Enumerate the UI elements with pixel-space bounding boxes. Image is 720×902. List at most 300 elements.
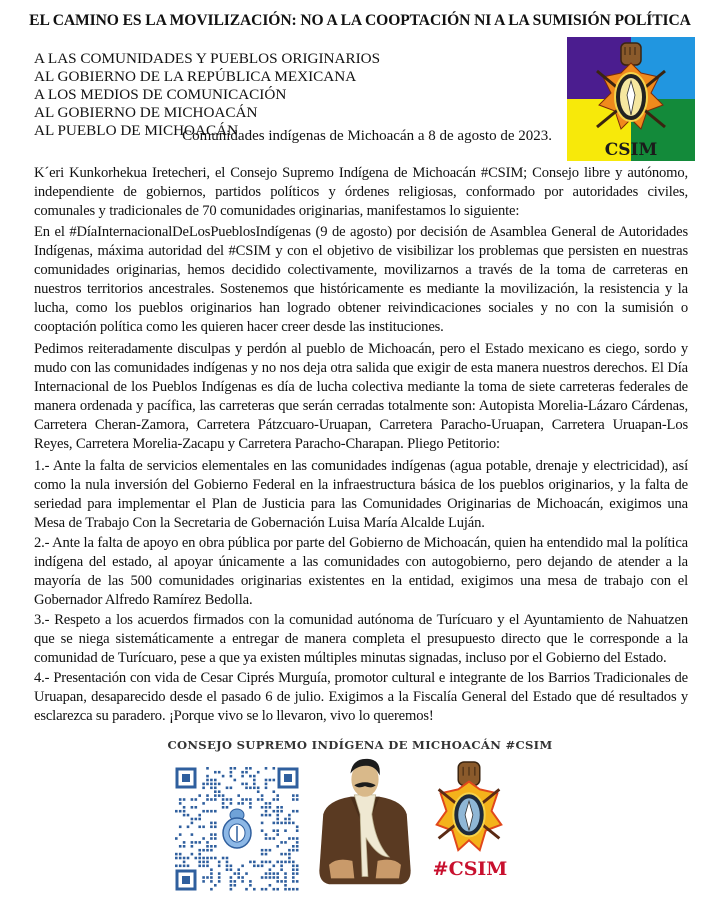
qr-module: [253, 779, 256, 782]
dateline: Comunidades indígenas de Michoacán a 8 de agosto de 2023.: [182, 128, 552, 144]
qr-module: [249, 880, 252, 883]
qr-module: [253, 888, 256, 891]
qr-module: [214, 790, 217, 793]
qr-module: [179, 857, 182, 860]
qr-module: [210, 826, 213, 829]
qr-module: [288, 888, 291, 891]
qr-module: [179, 826, 182, 829]
addressee-line: A LAS COMUNIDADES Y PUEBLOS ORIGINARIOS: [34, 50, 381, 67]
qr-module: [273, 876, 276, 879]
qr-module: [218, 794, 221, 797]
qr-module: [210, 849, 213, 852]
qr-module: [206, 810, 209, 813]
qr-module: [222, 857, 225, 860]
qr-module: [179, 798, 182, 801]
qr-module: [296, 845, 299, 848]
qr-module: [226, 806, 229, 809]
qr-module: [265, 810, 268, 813]
qr-module: [218, 771, 221, 774]
qr-module: [276, 888, 279, 891]
qr-module: [210, 798, 213, 801]
qr-module: [183, 810, 186, 813]
qr-module: [206, 775, 209, 778]
qr-module: [183, 841, 186, 844]
qr-module: [269, 837, 272, 840]
qr-module: [253, 865, 256, 868]
qr-module: [218, 861, 221, 864]
qr-module: [198, 861, 201, 864]
qr-module: [191, 822, 194, 825]
qr-module: [222, 806, 225, 809]
qr-module: [273, 810, 276, 813]
qr-module: [191, 806, 194, 809]
petition-item: 1.- Ante la falta de servicios elementales en las comunidades indígenas (agua potable, drenaje y electricidad), así como la nula inversión del Gobierno Federal en la infraestructura básica de los pueblos originarios, y la falta de seriedad para implementar el Plan de Justicia para las Comunidades Originarias de Michoacán, exigimos una Mesa de Trabajo Con la Secretaria de Gobernación Luisa María Alcalde Luján.: [34, 458, 688, 531]
qr-module: [206, 779, 209, 782]
qr-module: [234, 880, 237, 883]
qr-module: [284, 861, 287, 864]
qr-module: [265, 861, 268, 864]
qr-module: [292, 868, 295, 871]
qr-module: [265, 814, 268, 817]
qr-module: [292, 872, 295, 875]
qr-module: [195, 806, 198, 809]
qr-module: [237, 794, 240, 797]
qr-module: [265, 888, 268, 891]
qr-module: [230, 880, 233, 883]
qr-module: [269, 814, 272, 817]
qr-module: [234, 767, 237, 770]
qr-module: [206, 849, 209, 852]
qr-module: [230, 884, 233, 887]
paragraph-intro: K´eri Kunkorhekua Iretecheri, el Consejo Supremo Indígena de Michoacán #CSIM; Consejo libre y autónomo, independiente de gobiernos, partidos políticos y órdenes religiosas, conformado por autoridades civiles, comunales y tradicionales de 70 comunidades originarias, manifestamos lo siguiente:: [34, 165, 688, 219]
qr-module: [183, 857, 186, 860]
qr-module: [237, 802, 240, 805]
document-title: EL CAMINO ES LA MOVILIZACIÓN: NO A LA COOPTACIÓN NI A LA SUMISIÓN POLÍTICA: [29, 12, 691, 29]
qr-module: [273, 790, 276, 793]
qr-module: [198, 865, 201, 868]
addressee-line: AL GOBIERNO DE MICHOACÁN: [34, 104, 258, 121]
qr-module: [206, 841, 209, 844]
qr-code-icon: [173, 765, 301, 893]
qr-module: [214, 833, 217, 836]
qr-module: [257, 787, 260, 790]
qr-module: [288, 853, 291, 856]
qr-module: [249, 767, 252, 770]
qr-module: [280, 880, 283, 883]
qr-module: [273, 837, 276, 840]
qr-module: [249, 802, 252, 805]
qr-module: [222, 802, 225, 805]
qr-module: [198, 857, 201, 860]
qr-module: [179, 810, 182, 813]
qr-module: [269, 849, 272, 852]
qr-module: [210, 857, 213, 860]
qr-module: [265, 767, 268, 770]
qr-module: [218, 876, 221, 879]
qr-module: [202, 861, 205, 864]
qr-module: [269, 868, 272, 871]
qr-module: [273, 767, 276, 770]
qr-module: [218, 865, 221, 868]
qr-module: [261, 798, 264, 801]
qr-module: [226, 787, 229, 790]
qr-module: [230, 888, 233, 891]
qr-module: [230, 775, 233, 778]
qr-module: [265, 783, 268, 786]
qr-module: [230, 865, 233, 868]
qr-module: [206, 767, 209, 770]
qr-module: [245, 771, 248, 774]
qr-module: [226, 798, 229, 801]
qr-module: [284, 841, 287, 844]
qr-module: [241, 876, 244, 879]
qr-module: [226, 865, 229, 868]
qr-module: [288, 849, 291, 852]
qr-module: [257, 865, 260, 868]
qr-module: [269, 876, 272, 879]
qr-module: [253, 861, 256, 864]
qr-module: [269, 806, 272, 809]
qr-module: [222, 794, 225, 797]
petition-item: 4.- Presentación con vida de Cesar Ciprés Murguía, promotor cultural e integrante de los Barrios Tradicionales de Uruapan, desaparecido desde el pasado 6 de julio. Exigimos a la Fiscalía General del Estado que dé resultados y esclarezca su paradero. ¡Porque vivo se lo llevaron, vivo lo queremos!: [34, 670, 688, 724]
qr-module: [261, 806, 264, 809]
qr-module: [292, 861, 295, 864]
qr-module: [206, 857, 209, 860]
qr-module: [175, 837, 178, 840]
qr-module: [292, 876, 295, 879]
qr-module: [292, 849, 295, 852]
qr-module: [284, 853, 287, 856]
qr-module: [214, 783, 217, 786]
qr-module: [214, 794, 217, 797]
qr-module: [179, 802, 182, 805]
qr-module: [269, 872, 272, 875]
qr-module: [276, 833, 279, 836]
qr-module: [183, 814, 186, 817]
qr-module: [241, 771, 244, 774]
portrait-illustration-icon: [316, 756, 414, 892]
qr-module: [269, 802, 272, 805]
qr-module: [206, 783, 209, 786]
qr-module: [210, 787, 213, 790]
qr-module: [183, 798, 186, 801]
qr-module: [276, 818, 279, 821]
addressee-list: [34, 50, 380, 140]
qr-module: [249, 798, 252, 801]
qr-module: [276, 806, 279, 809]
qr-module: [284, 822, 287, 825]
qr-module: [261, 822, 264, 825]
qr-module: [288, 822, 291, 825]
qr-module: [296, 798, 299, 801]
qr-module: [265, 806, 268, 809]
qr-module: [261, 829, 264, 832]
qr-module: [222, 775, 225, 778]
qr-module: [245, 783, 248, 786]
qr-module: [226, 861, 229, 864]
qr-module: [241, 783, 244, 786]
qr-module: [241, 880, 244, 883]
qr-module: [191, 833, 194, 836]
qr-module: [191, 818, 194, 821]
qr-module: [210, 822, 213, 825]
qr-module: [183, 806, 186, 809]
qr-module: [234, 884, 237, 887]
qr-module: [241, 802, 244, 805]
qr-module: [280, 853, 283, 856]
qr-module: [202, 802, 205, 805]
qr-module: [292, 865, 295, 868]
qr-module: [292, 880, 295, 883]
qr-module: [241, 775, 244, 778]
qr-module: [206, 861, 209, 864]
qr-module: [237, 872, 240, 875]
qr-module: [265, 787, 268, 790]
addressee-line: AL PUEBLO DE MICHOACÁN: [34, 122, 239, 139]
qr-module: [292, 837, 295, 840]
addressee-line: AL GOBIERNO DE LA REPÚBLICA MEXICANA: [34, 68, 357, 85]
qr-module: [265, 802, 268, 805]
qr-module: [210, 880, 213, 883]
qr-module: [253, 783, 256, 786]
logo-text: CSIM: [604, 140, 658, 160]
qr-module: [296, 888, 299, 891]
qr-module: [265, 876, 268, 879]
qr-module: [214, 771, 217, 774]
qr-module: [210, 888, 213, 891]
csim-logo-icon: [567, 37, 695, 161]
qr-module: [253, 775, 256, 778]
qr-module: [198, 794, 201, 797]
qr-module: [284, 884, 287, 887]
qr-module: [241, 865, 244, 868]
qr-module: [202, 810, 205, 813]
qr-module: [214, 798, 217, 801]
qr-module: [273, 865, 276, 868]
qr-module: [179, 833, 182, 836]
footer-heading: CONSEJO SUPREMO INDÍGENA DE MICHOACÁN #CSIM: [167, 738, 553, 752]
qr-module: [296, 872, 299, 875]
qr-module: [296, 829, 299, 832]
qr-module: [230, 798, 233, 801]
qr-module: [296, 841, 299, 844]
qr-module: [218, 872, 221, 875]
qr-module: [296, 865, 299, 868]
qr-module: [261, 861, 264, 864]
qr-module: [206, 845, 209, 848]
qr-module: [245, 888, 248, 891]
qr-module: [210, 779, 213, 782]
qr-module: [198, 826, 201, 829]
qr-module: [284, 888, 287, 891]
qr-module: [230, 876, 233, 879]
qr-module: [261, 876, 264, 879]
qr-module: [292, 845, 295, 848]
qr-module: [214, 837, 217, 840]
qr-module: [175, 865, 178, 868]
qr-module: [265, 779, 268, 782]
qr-module: [276, 794, 279, 797]
qr-module: [276, 810, 279, 813]
qr-module: [288, 818, 291, 821]
qr-module: [280, 810, 283, 813]
qr-module: [202, 826, 205, 829]
qr-module: [245, 798, 248, 801]
qr-module: [257, 790, 260, 793]
qr-module: [288, 837, 291, 840]
qr-module: [265, 849, 268, 852]
qr-module: [206, 798, 209, 801]
qr-module: [202, 783, 205, 786]
qr-module: [183, 861, 186, 864]
qr-module: [273, 798, 276, 801]
qr-module: [179, 865, 182, 868]
qr-module: [214, 826, 217, 829]
qr-module: [202, 880, 205, 883]
qr-module: [276, 845, 279, 848]
qr-module: [198, 849, 201, 852]
qr-module: [230, 787, 233, 790]
qr-module: [202, 787, 205, 790]
qr-module: [195, 818, 198, 821]
qr-module: [257, 798, 260, 801]
qr-module: [280, 806, 283, 809]
qr-module: [245, 787, 248, 790]
petition-item: 2.- Ante la falta de apoyo en obra pública por parte del Gobierno de Michoacán, quien ha entendido mal la política indígena del estado, al apoyar únicamente a las comunidades con autogobierno, pero dejando de atender a la mayoría de las 500 comunidades originarias existentes en la entidad, exigimos una mesa de trabajo con el Gobernador Alfredo Ramírez Bedolla.: [34, 535, 688, 608]
qr-module: [179, 845, 182, 848]
qr-module: [206, 865, 209, 868]
qr-module: [280, 841, 283, 844]
qr-module: [198, 818, 201, 821]
qr-module: [210, 837, 213, 840]
qr-module: [249, 861, 252, 864]
qr-module: [230, 771, 233, 774]
qr-module: [210, 783, 213, 786]
qr-module: [276, 872, 279, 875]
qr-module: [218, 790, 221, 793]
qr-module: [214, 884, 217, 887]
qr-module: [292, 822, 295, 825]
qr-module: [261, 853, 264, 856]
qr-module: [261, 794, 264, 797]
qr-module: [265, 872, 268, 875]
qr-module: [202, 865, 205, 868]
qr-module: [175, 810, 178, 813]
qr-module: [191, 853, 194, 856]
qr-module: [210, 868, 213, 871]
qr-module: [296, 810, 299, 813]
qr-module: [292, 888, 295, 891]
qr-module: [179, 853, 182, 856]
qr-module: [265, 833, 268, 836]
qr-module: [280, 868, 283, 871]
qr-module: [273, 888, 276, 891]
qr-module: [191, 841, 194, 844]
qr-module: [276, 822, 279, 825]
qr-module: [249, 787, 252, 790]
qr-module: [261, 849, 264, 852]
qr-module: [183, 845, 186, 848]
qr-module: [187, 857, 190, 860]
petition-item: 3.- Respeto a los acuerdos firmados con la comunidad autónoma de Turícuaro y el Ayuntamiento de Nahuatzen que se niega sistemáticamente a entregar de manera completa el presupuesto directo que le corresponde a la comunidad de Turícuaro, pese a que ya existen múltiples minutas signadas, incluso por el Gobierno del Estado.: [34, 612, 688, 666]
qr-module: [261, 888, 264, 891]
paragraph-apology: Pedimos reiteradamente disculpas y perdón al pueblo de Michoacán, pero el Estado mexicano es ciego, sordo y mudo con las comunidades indígenas y no nos deja otra salida que exigir de esta manera nuestros derechos. El Día Internacional de los Pueblos Indígenas es día de lucha colectiva mediante la toma de siete carreteras federales de manera ordenada y pacífica, las carreteras que serán cerradas totalmente son: Autopista Morelia-Lázaro Cárdenas, Carretera Cheran-Zamora, Carretera Pátzcuaro-Uruapan, Carretera Paracho-Uruapan, Carretera Uruapan-Los Reyes, Carretera Morelia-Zacapu y Carretera Paracho-Charapan. Pliego Petitorio:: [34, 341, 688, 452]
qr-module: [288, 861, 291, 864]
qr-module: [202, 876, 205, 879]
qr-module: [276, 814, 279, 817]
qr-module: [280, 822, 283, 825]
csim-emblem-icon: [434, 760, 504, 856]
qr-module: [222, 798, 225, 801]
qr-module: [284, 872, 287, 875]
qr-module: [273, 822, 276, 825]
qr-module: [276, 829, 279, 832]
qr-module: [214, 857, 217, 860]
qr-module: [234, 779, 237, 782]
qr-module: [175, 857, 178, 860]
qr-module: [241, 798, 244, 801]
qr-module: [198, 853, 201, 856]
qr-module: [273, 779, 276, 782]
qr-module: [280, 861, 283, 864]
qr-module: [230, 868, 233, 871]
qr-module: [183, 865, 186, 868]
paragraph-mobilization: En el #DíaInternacionalDeLosPueblosIndígenas (9 de agosto) por decisión de Asamblea General de Autoridades Indígenas, máxima autoridad del #CSIM y con el objetivo de visibilizar los problemas que persisten en nuestras comunidades originarias, hemos decidido colectivamente, movilizarnos a través de la toma de carreteras en nuestros territorios ancestrales. Sostenemos que históricamente es mediante la movilización, la resistencia y la lucha, como los pueblos originarios han logrado obtener reivindicaciones sociales y no con la sumisión o cooptación política como les quieren hacer creer desde las instituciones.: [34, 224, 688, 335]
qr-module: [218, 783, 221, 786]
hashtag-csim: #CSIM: [432, 858, 508, 880]
qr-module: [195, 841, 198, 844]
qr-module: [296, 826, 299, 829]
qr-module: [202, 849, 205, 852]
qr-module: [296, 849, 299, 852]
qr-module: [273, 872, 276, 875]
qr-module: [206, 876, 209, 879]
qr-module: [195, 798, 198, 801]
qr-module: [187, 814, 190, 817]
qr-module: [237, 868, 240, 871]
qr-module: [245, 767, 248, 770]
qr-module: [198, 841, 201, 844]
qr-module: [226, 868, 229, 871]
qr-module: [210, 845, 213, 848]
qr-module: [276, 880, 279, 883]
qr-module: [249, 884, 252, 887]
qr-module: [210, 810, 213, 813]
qr-module: [249, 806, 252, 809]
qr-module: [198, 814, 201, 817]
qr-module: [237, 876, 240, 879]
qr-module: [276, 861, 279, 864]
qr-module: [288, 814, 291, 817]
qr-module: [191, 798, 194, 801]
qr-module: [206, 794, 209, 797]
qr-module: [261, 814, 264, 817]
qr-module: [214, 845, 217, 848]
qr-module: [226, 857, 229, 860]
qr-module: [296, 794, 299, 797]
qr-module: [230, 802, 233, 805]
qr-module: [280, 865, 283, 868]
qr-module: [245, 872, 248, 875]
qr-module: [218, 880, 221, 883]
qr-module: [296, 880, 299, 883]
qr-module: [191, 845, 194, 848]
qr-module: [187, 865, 190, 868]
addressee-line: A LOS MEDIOS DE COMUNICACIÓN: [34, 86, 287, 103]
qr-module: [202, 837, 205, 840]
qr-module: [195, 857, 198, 860]
qr-module: [296, 837, 299, 840]
